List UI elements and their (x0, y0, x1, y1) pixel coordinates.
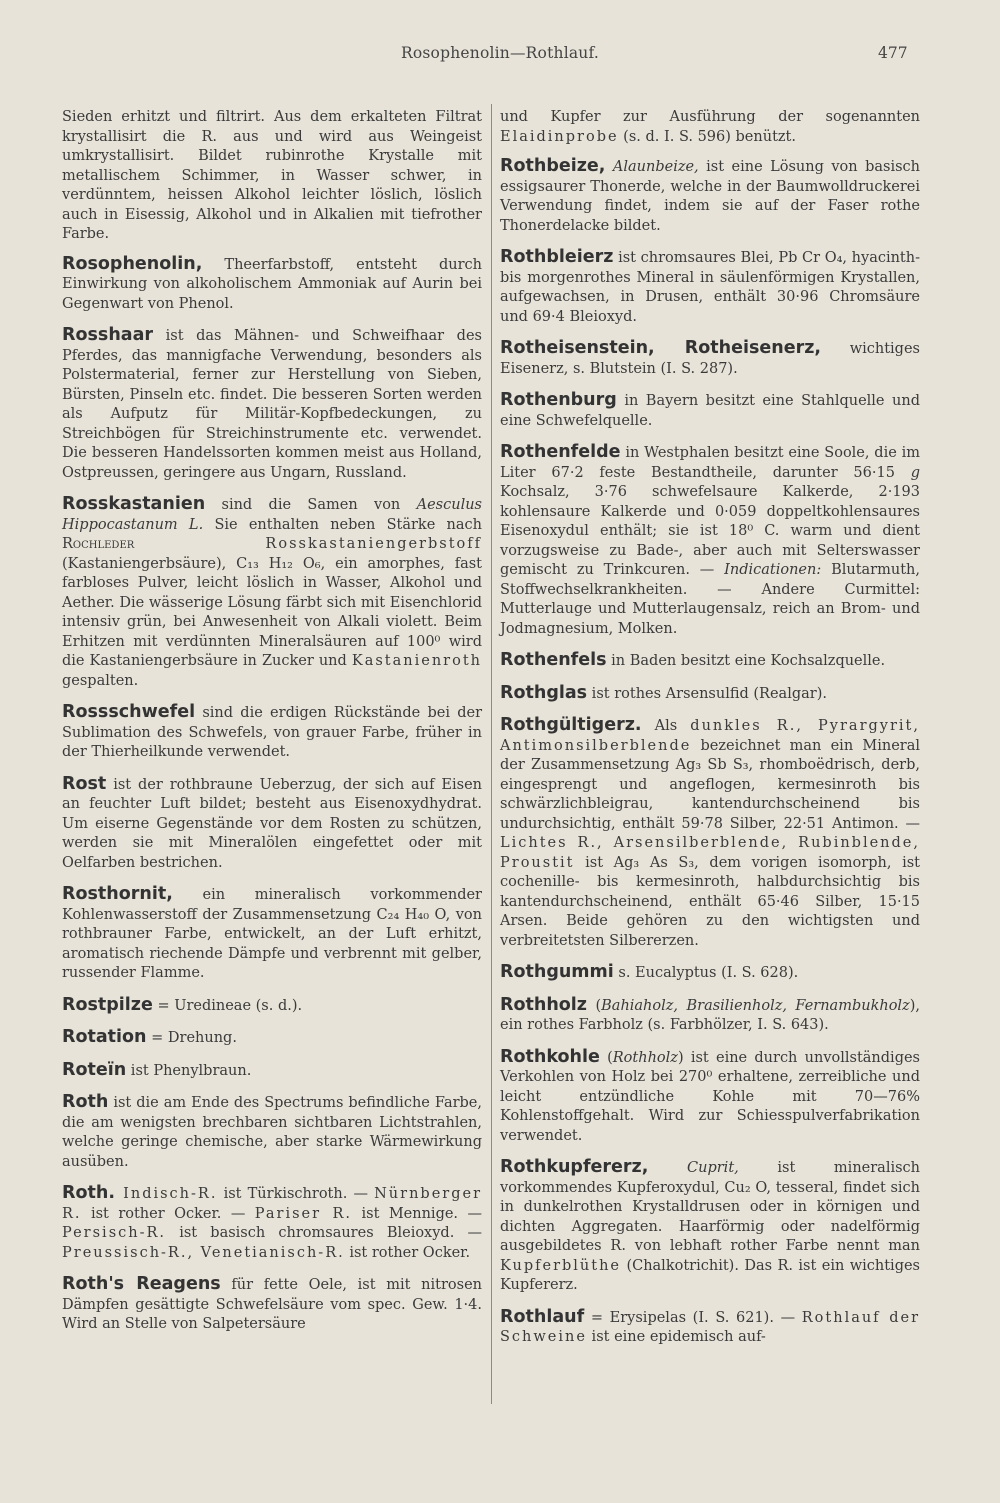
entry-text: bezeichnet man ein Mineral der Zusammensetzung Ag₃ Sb S₃, rhomboëdrisch, derb, eingesprengt und angeflogen, kermesinroth bis schwärzlichbleigrau, kantendurchscheinend bis undurchsichtig, enthält 59·78 Silber, 22·51 Antimon. — (500, 737, 920, 832)
entry-spaced: Pariser R. (254, 1205, 353, 1222)
entry-spaced: Nürnberger R. (62, 1186, 482, 1222)
entry-rothenfelde (500, 443, 920, 639)
entry-rothglas (500, 684, 920, 705)
entry-text: ist Mennige. — (352, 1205, 482, 1222)
entry-italic: g (910, 464, 920, 481)
entry-spaced: Persisch-R. (62, 1225, 167, 1241)
entry-spaced: Kastanienroth (351, 653, 482, 669)
entry-text: ) ist eine durch unvollständiges Verkohlen von Holz bei 270⁰ erhaltene, zerreibliche und leicht entzündliche Kohle mit 70—76% Kohlenstoffgehalt. Wird zur Schiesspulverfabrikation verwendet. (500, 1049, 920, 1144)
entry-italic: Aesculus Hippocastanum L. (62, 497, 482, 533)
right-column (500, 108, 920, 1360)
entry-text: ist eine epidemisch auf- (586, 1329, 766, 1345)
entry-text: (Chalkotrichit). Das R. ist ein wichtiges Kupfererz. (500, 1257, 920, 1293)
column-divider (491, 104, 492, 1404)
headword: Rothenburg (500, 390, 617, 410)
headword: Rosskastanien (62, 494, 206, 514)
headword: Rothgummi (500, 962, 614, 982)
headword: Rothglas (500, 682, 588, 703)
entry-rothholz (500, 996, 920, 1036)
entry-smallcaps: Rochleder (62, 536, 135, 552)
entry-rosthornit (62, 885, 482, 984)
entry-text: (s. d. I. S. 596) benützt. (618, 128, 796, 145)
entry-text: ist Ag₃ As S₃, dem vorigen isomorph, ist cochenille- bis kermesinroth, halbdurchsichtig bis kantendurchscheinend, enthält 65·46 Silber, 15·15 Arsen. Beide gehören zu den wichtigsten und verbreitetsten Silbererzen. (500, 854, 920, 949)
running-header: Rosophenolin—Rothlauf. (401, 44, 599, 62)
entry-text: ist rothes Arsensulfid (Realgar). (587, 685, 827, 702)
entry-text: ist Phenylbraun. (126, 1062, 252, 1079)
headword: Rothbeize, (500, 156, 606, 176)
entry-text: ist rother Ocker. (344, 1244, 471, 1261)
entry-text: sind die erdigen Rückstände bei der Sublimation des Schwefels, von grauer Farbe, früher in der Thierheilkunde verwendet. (62, 705, 482, 760)
entry-spaced: Elaidinprobe (500, 128, 619, 145)
entry-text: Als (641, 718, 691, 734)
entry-text: ist die am Ende des Spectrums befindliche Farbe, die am wenigsten brechbaren sichtbaren Lichtstrahlen, welche geringe chemische, aber starke Wärmewirkung ausüben. (62, 1095, 482, 1170)
entry-roth (62, 1093, 482, 1172)
entry-text: in Bayern besitzt eine Stahlquelle und eine Schwefelquelle. (500, 393, 920, 429)
entry-rothbeize (500, 157, 920, 236)
entry-rostpilze (62, 996, 482, 1017)
entry-text: ist eine Lösung von basisch essigsaurer Thonerde, welche in der Baumwolldruckerei Verwendung findet, indem sie auf der Faser rothe Thonerdelacke bildet. (500, 159, 921, 234)
headword: Rossschwefel (62, 702, 196, 722)
headword: Rothholz (500, 994, 587, 1015)
headword: Roth. (62, 1183, 115, 1203)
entry-text: s. Eucalyptus (I. S. 628). (613, 965, 799, 981)
headword: Roth's Reagens (62, 1274, 221, 1294)
entry-rosskastanien (62, 495, 482, 691)
entry-spaced: Kupferblüthe (500, 1257, 622, 1274)
entry-rothenburg (500, 391, 920, 431)
entry-rotheisenstein (500, 339, 920, 379)
headword: Rothbleierz (500, 247, 614, 267)
entry-rothkupfererz (500, 1158, 920, 1296)
entry-spaced: Preussisch-R., Venetianisch-R. (62, 1244, 345, 1261)
entry-text: ( (587, 997, 602, 1014)
entry-text: ist das Mähnen- und Schweifhaar des Pferdes, das mannigfache Verwendung, besonders als Polstermaterial, ferner zur Herstellung von Sieben, Bürsten, Pinseln etc. findet. Die besseren Sorten werden als Aufputz für Militär-Kopfbedeckungen, zu Streichbögen für Streichinstrumente etc. verwendet. Die besseren Handelssorten kommen meist aus Holland, Ostpreussen, geringere aus Ungarn, Russland. (62, 328, 482, 481)
entry-text: = Drehung. (146, 1030, 237, 1046)
entry-text: ist chromsaures Blei, Pb Cr O₄, hyacinth- bis morgenrothes Mineral in säulenförmigen Krystallen, aufgewachsen, in Drusen, enthält 30·96 Chromsäure und 69·4 Bleioxyd. (500, 250, 920, 325)
entry-rothgueltigerz (500, 716, 920, 951)
entry-rothenfels (500, 651, 920, 672)
entry-text: für fette Oele, ist mit nitrosen Dämpfen gesättigte Schwefelsäure vom spec. Gew. 1·4. Wird an Stelle von Salpetersäure (62, 1277, 482, 1332)
headword: Rotheisenstein, Rotheisenerz, (500, 338, 822, 358)
entry-rothbleierz (500, 248, 920, 327)
entry-text: ), ein rothes Farbholz (s. Farbhölzer, I. S. 643). (500, 997, 920, 1033)
entry-roths-reagens (62, 1275, 482, 1335)
entry-spaced: Rosskastaniengerbstoff (134, 536, 482, 552)
entry-italic: Alaunbeize, (605, 159, 699, 175)
continuation-paragraph (500, 108, 920, 147)
headword: Roth (62, 1092, 109, 1112)
headword: Rostpilze (62, 994, 153, 1015)
entry-text: ist der rothbraune Ueberzug, der sich auf Eisen an feuchter Luft bildet; besteht aus Eisenoxydhydrat. Um eiserne Gegenstände vor dem Rosten zu schützen, werden sie mit Mineralölen eingefettet oder mit Oelfarben bestrichen. (62, 776, 482, 871)
entry-spaced: Indisch-R. (114, 1186, 218, 1202)
headword: Rosophenolin, (62, 253, 203, 274)
entry-text: ( (599, 1049, 613, 1066)
headword: Roteïn (62, 1059, 127, 1080)
entry-italic: Indicationen: (724, 562, 822, 578)
entry-text: Kochsalz, 3·76 schwefelsaure Kalkerde, 2·193 kohlensaure Kalkerde und 0·059 doppeltkohlensaures Eisenoxydul enthält; sie ist 18⁰ C. warm und dient vorzugsweise zu Bade-, aber auch mit Selterswasser gemischt zu Trinkcuren. — (500, 484, 920, 578)
left-column (62, 108, 482, 1347)
headword: Rothkohle (500, 1046, 600, 1067)
entry-rost (62, 775, 482, 874)
entry-text: in Westphalen besitzt eine Soole, die im Liter 67·2 feste Bestandtheile, darunter 56·15 (500, 445, 920, 481)
entry-rothlauf (500, 1308, 920, 1348)
headword: Rothlauf (500, 1306, 585, 1327)
continuation-paragraph: Sieden erhitzt und filtrirt. Aus dem erkalteten Filtrat krystallisirt die R. aus und wird aus Weingeist umkrystallisirt. Bildet rubinrothe Krystalle mit metallischem Schimmer, in Wasser schwer, in verdünntem, heissen Alkohol leichter löslich, löslich auch in Eisessig, Alkohol und in Alkalien mit tiefrother Farbe. (62, 109, 482, 242)
entry-text: ein mineralisch vorkommender Kohlenwasserstoff der Zusammensetzung C₂₄ H₄₀ O, von rothbrauner Farbe, entwickelt, an der Luft erhitzt, aromatisch riechende Dämpfe und verbrennt mit gelber, russender Flamme. (62, 887, 482, 981)
entry-italic: Rothholz (612, 1049, 678, 1066)
entry-text: gespalten. (62, 672, 139, 689)
entry-rotein (62, 1061, 482, 1082)
entry-italic: Cuprit, (648, 1160, 739, 1176)
entry-text: ist basisch chromsaures Bleioxyd. — (166, 1225, 482, 1241)
headword: Rosshaar (62, 325, 154, 345)
entry-text: wichtiges Eisenerz, s. Blutstein (I. S. 287). (500, 341, 920, 377)
headword: Rotation (62, 1027, 147, 1047)
entry-text: und Kupfer zur Ausführung der sogenannten (500, 109, 920, 125)
headword: Rothenfels (500, 650, 607, 670)
entry-rossschwefel (62, 703, 482, 763)
entry-rosshaar (62, 326, 482, 483)
entry-spaced: dunkles R., Pyrargyrit, Antimonsilberblende (500, 718, 920, 754)
entry-text: sind die Samen von (205, 497, 417, 513)
entry-text: Sie enthalten neben Stärke nach (203, 516, 482, 533)
entry-text: ist rother Ocker. — (81, 1205, 255, 1222)
headword: Rothkupfererz, (500, 1157, 649, 1177)
entry-rothkohle (500, 1048, 920, 1147)
headword: Rost (62, 773, 107, 794)
entry-rothgummi (500, 963, 920, 984)
entry-text: (Kastaniengerbsäure), C₁₃ H₁₂ O₆, ein amorphes, fast farbloses Pulver, leicht löslich in Wasser, Alkohol und Aether. Die wässerige Lösung färbt sich mit Eisenchlorid intensiv grün, bei Anwesenheit von Alkali violett. Beim Erhitzen mit verdünnten Mineralsäuren auf 100⁰ wird die Kastaniengerbsäure in Zucker und (62, 555, 482, 669)
entry-rosophenolin (62, 255, 482, 315)
entry-spaced: Rothlauf der Schweine (500, 1309, 920, 1345)
entry-roth-varieties (62, 1184, 482, 1263)
headword: Rosthornit, (62, 884, 173, 904)
entry-text: = Erysipelas (I. S. 621). — (584, 1309, 802, 1326)
entry-text: Blutarmuth, Stoffwechselkrankheiten. — Andere Curmittel: Mutterlauge und Mutterlaugensalz, reich an Brom- und Jodmagnesium, Molken. (500, 562, 920, 637)
entry-text: = Uredineae (s. d.). (152, 997, 303, 1014)
entry-spaced: Lichtes R., Arsensilberblende, Rubinblende, Proustit (500, 835, 920, 871)
entry-text: Theerfarbstoff, entsteht durch Einwirkung von alkoholischem Ammoniak auf Aurin bei Gegenwart von Phenol. (62, 256, 482, 312)
headword: Rothenfelde (500, 442, 621, 462)
entry-italic: Bahiaholz, Brasilienholz, Fernambukholz (601, 997, 910, 1014)
entry-text: ist mineralisch vorkommendes Kupferoxydul, Cu₂ O, tesseral, findet sich in dunkelrothen Krystalldrusen oder in körnigen und dichten Aggregaten. Haarförmig oder nadelförmig ausgebildetes R. von lebhaft rother Farbe nennt man (500, 1160, 920, 1254)
page-number: 477 (878, 44, 908, 62)
entry-rotation (62, 1028, 482, 1049)
entry-text: in Baden besitzt eine Kochsalzquelle. (606, 653, 886, 669)
headword: Rothgültigerz. (500, 715, 642, 735)
entry-text: ist Türkischroth. — (217, 1186, 375, 1202)
